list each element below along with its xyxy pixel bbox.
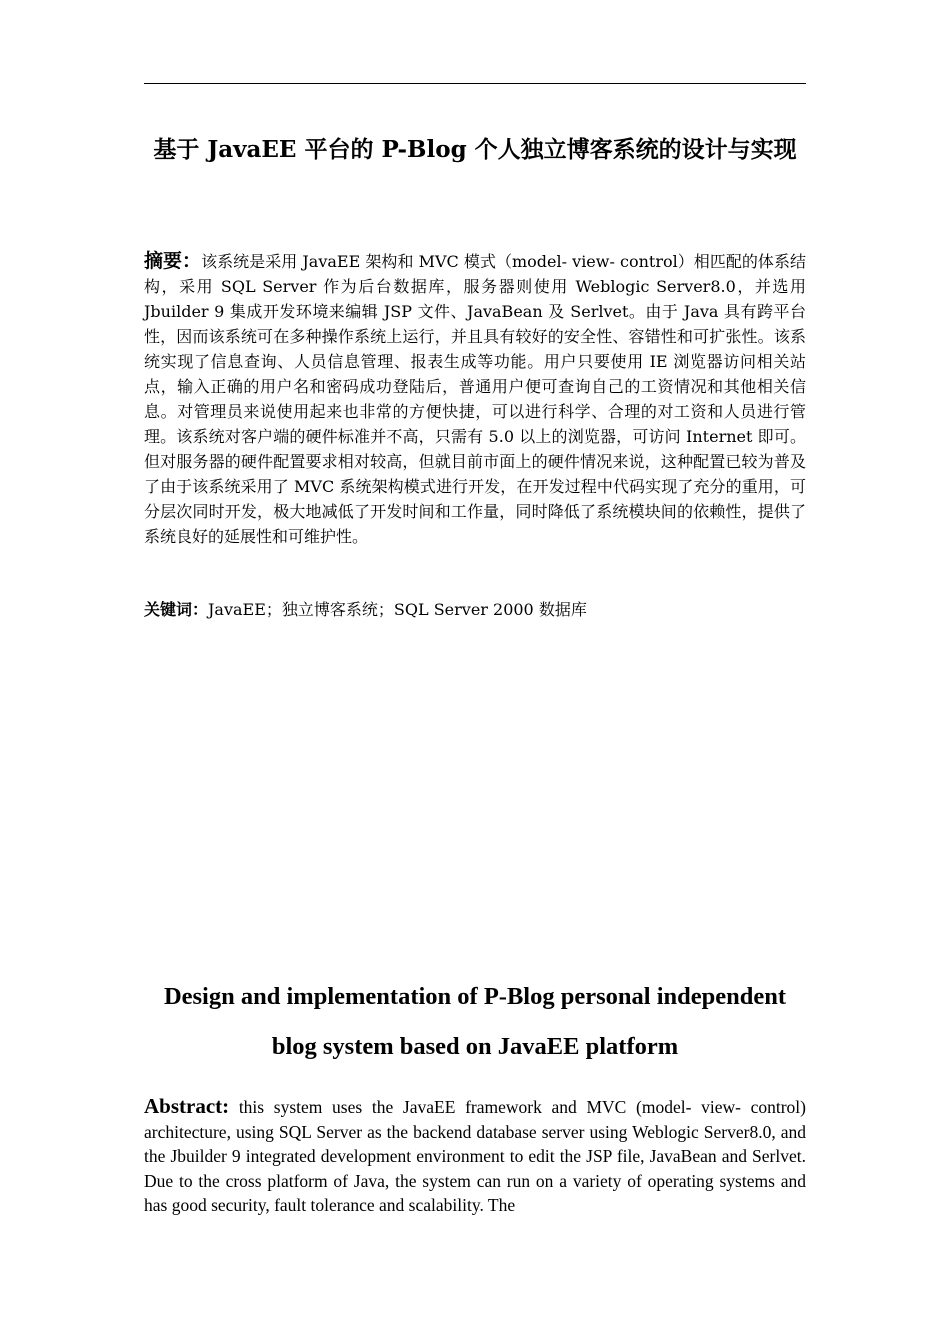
english-title-line-2: blog system based on JavaEE platform [271,1033,679,1060]
chinese-abstract-label: 摘要： [144,250,202,272]
english-title-line-1: Design and implementation of P-Blog personal independent [163,983,787,1010]
chinese-keywords-label: 关键词： [144,600,209,619]
english-abstract-label: Abstract: [144,1094,230,1118]
english-abstract-text: this system uses the JavaEE framework and MVC (model- view- control) architecture, using SQL Server as the backend database server using Weblogic Server8.0, and the Jbuilder 9 integrated development environment to edit the JSP file, JavaBean and Serlvet. Due to the cross platform of Java, the system can run on a variety of operating systems and has good security, fault tolerance and scalability. The [144,1097,806,1215]
english-abstract [144,1094,806,1218]
english-title [130,972,820,1072]
header-rule [144,83,806,84]
chinese-abstract [144,249,806,549]
chinese-abstract-text: 该系统是采用 JavaEE 架构和 MVC 模式（model- view- control）相匹配的体系结构，采用 SQL Server 作为后台数据库，服务器则使用 Weblogic Server8.0，并选用 Jbuilder 9 集成开发环境来编辑 JSP 文件、JavaBean 及 Serlvet。由于 Java 具有跨平台性，因而该系统可在多种操作系统上运行，并且具有较好的安全性、容错性和可扩张性。该系统实现了信息查询、人员信息管理、报表生成等功能。用户只要使用 IE 浏览器访问相关站点，输入正确的用户名和密码成功登陆后，普通用户便可查询自己的工资情况和其他相关信息。对管理员来说使用起来也非常的方便快捷，可以进行科学、合理的对工资和人员进行管理。该系统对客户端的硬件标准并不高，只需有 5.0 以上的浏览器，可访问 Internet 即可。但对服务器的硬件配置要求相对较高，但就目前市面上的硬件情况来说，这种配置已较为普及了由于该系统采用了 MVC 系统架构模式进行开发，在开发过程中代码实现了充分的重用，可分层次同时开发，极大地减低了开发时间和工作量，同时降低了系统模块间的依赖性，提供了系统良好的延展性和可维护性。 [144,252,806,546]
chinese-keywords-text: JavaEE；独立博客系统；SQL Server 2000 数据库 [208,600,587,619]
chinese-title: 基于 JavaEE 平台的 P-Blog 个人独立博客系统的设计与实现 [153,136,797,163]
chinese-keywords [144,597,806,622]
